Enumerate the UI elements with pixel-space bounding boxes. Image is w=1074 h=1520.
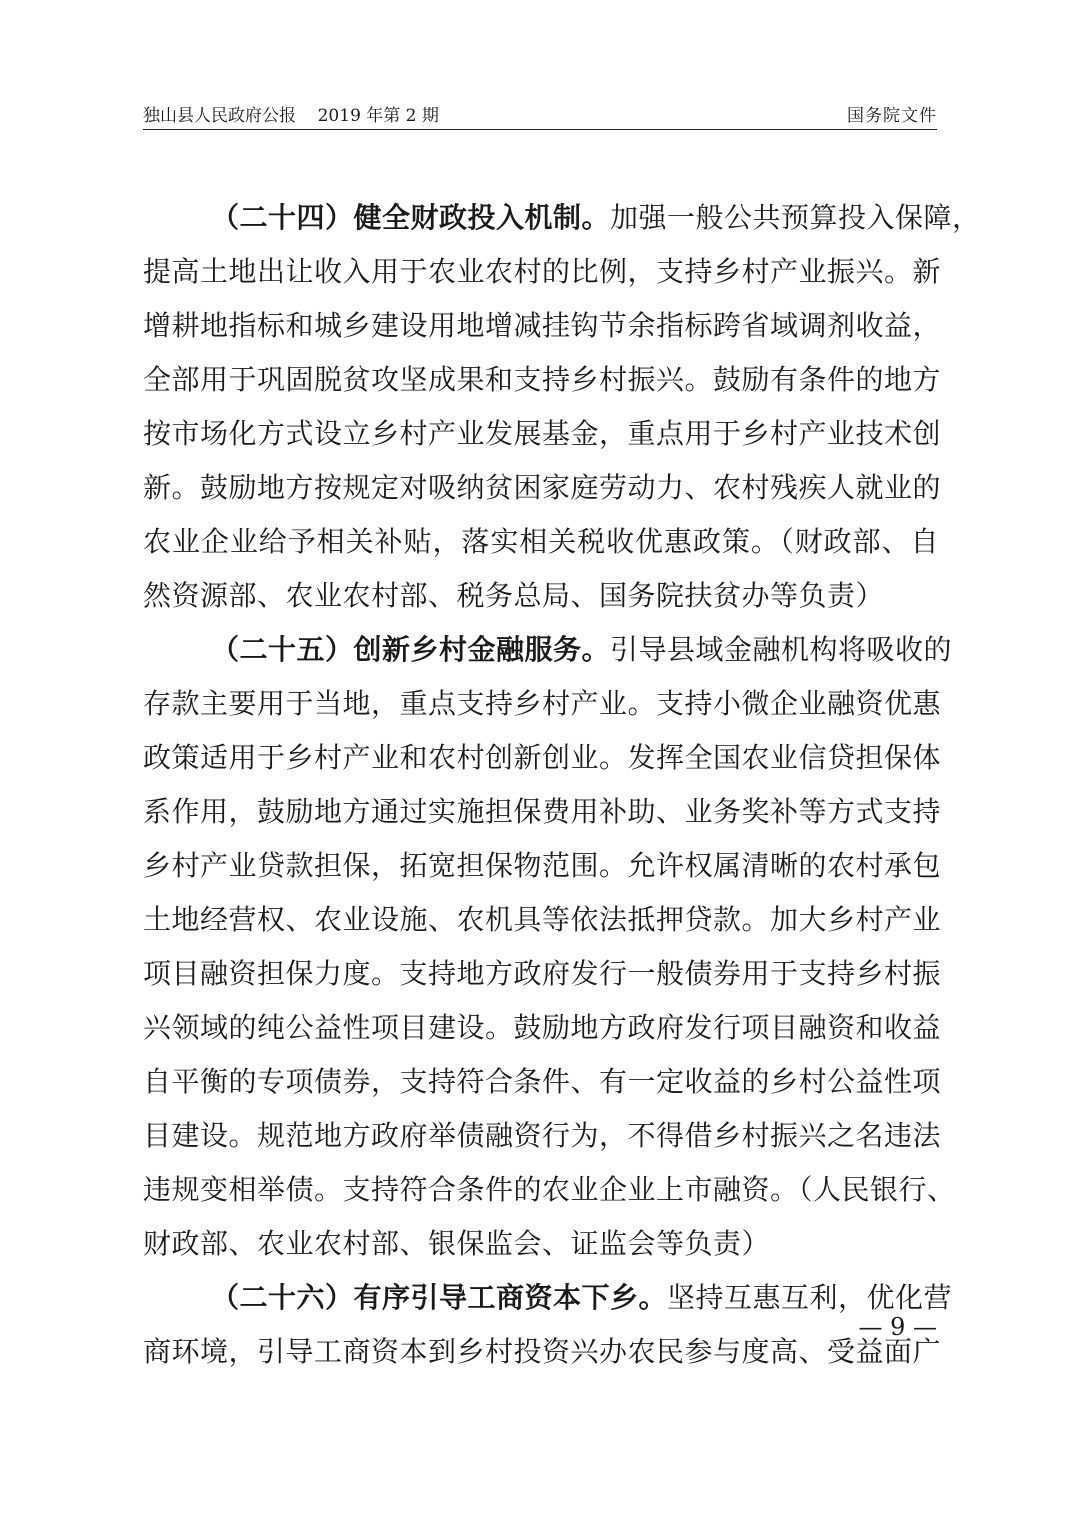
paragraph-line: 商环境，引导工商资本到乡村投资兴办农民参与度高、受益面广 — [143, 1335, 942, 1368]
paragraph-line: 存款主要用于当地，重点支持乡村产业。支持小微企业融资优惠 — [143, 687, 942, 720]
paragraph-line: 农业企业给予相关补贴，落实相关税收优惠政策。（财政部、自 — [143, 525, 939, 558]
paragraph-line: 目建设。规范地方政府举债融资行为，不得借乡村振兴之名违法 — [143, 1119, 942, 1152]
paragraph-line: 财政部、农业农村部、银保监会、证监会等负责） — [143, 1227, 771, 1260]
paragraph-text: 坚持互惠互利，优化营 — [667, 1281, 953, 1314]
paragraph-line: 按市场化方式设立乡村产业发展基金，重点用于乡村产业技术创 — [143, 417, 942, 450]
paragraph-line: 然资源部、农业农村部、税务总局、国务院扶贫办等负责） — [143, 579, 885, 612]
header-section-title: 国务院文件 — [847, 106, 937, 126]
running-header — [143, 104, 937, 130]
paragraph-line: 全部用于巩固脱贫攻坚成果和支持乡村振兴。鼓励有条件的地方 — [143, 363, 942, 396]
paragraph-line: 增耕地指标和城乡建设用地增减挂钩节余指标跨省域调剂收益， — [143, 309, 942, 342]
paragraph-line: 新。鼓励地方按规定对吸纳贫困家庭劳动力、农村残疾人就业的 — [143, 471, 942, 504]
paragraph-line: 项目融资担保力度。支持地方政府发行一般债券用于支持乡村振 — [143, 957, 942, 990]
paragraph-line: 政策适用于乡村产业和农村创新创业。发挥全国农业信贷担保体 — [143, 741, 942, 774]
paragraph-line: 提高土地出让收入用于农业农村的比例，支持乡村产业振兴。新 — [143, 255, 942, 288]
paragraph-line: 兴领域的纯公益性项目建设。鼓励地方政府发行项目融资和收益 — [143, 1011, 942, 1044]
paragraph-line: 乡村产业贷款担保，拓宽担保物范围。允许权属清晰的农村承包 — [143, 849, 942, 882]
paragraph-line — [143, 1271, 953, 1325]
paragraph-heading: （二十五）创新乡村金融服务。 — [211, 633, 611, 666]
header-publication-title: 独山县人民政府公报 2019 年第 2 期 — [143, 106, 439, 126]
paragraph-text: 加强一般公共预算投入保障， — [610, 201, 981, 234]
body-text — [143, 191, 981, 1379]
paragraph-line: 违规变相举债。支持符合条件的农业企业上市融资。（人民银行、 — [143, 1173, 956, 1206]
paragraph-line: 系作用，鼓励地方通过实施担保费用补助、业务奖补等方式支持 — [143, 795, 942, 828]
paragraph-line: 自平衡的专项债券，支持符合条件、有一定收益的乡村公益性项 — [143, 1065, 942, 1098]
paragraph-line — [143, 623, 953, 677]
paragraph-line — [143, 191, 981, 245]
paragraph-heading: （二十四）健全财政投入机制。 — [211, 201, 611, 234]
paragraph-line: 土地经营权、农业设施、农机具等依法抵押贷款。加大乡村产业 — [143, 903, 942, 936]
paragraph — [143, 1271, 953, 1379]
header-divider — [143, 129, 937, 130]
paragraph — [143, 191, 981, 623]
paragraph-text: 引导县域金融机构将吸收的 — [610, 633, 953, 666]
paragraph — [143, 623, 956, 1271]
paragraph-heading: （二十六）有序引导工商资本下乡。 — [211, 1281, 668, 1314]
page-number: — 9 — — [858, 1313, 937, 1341]
